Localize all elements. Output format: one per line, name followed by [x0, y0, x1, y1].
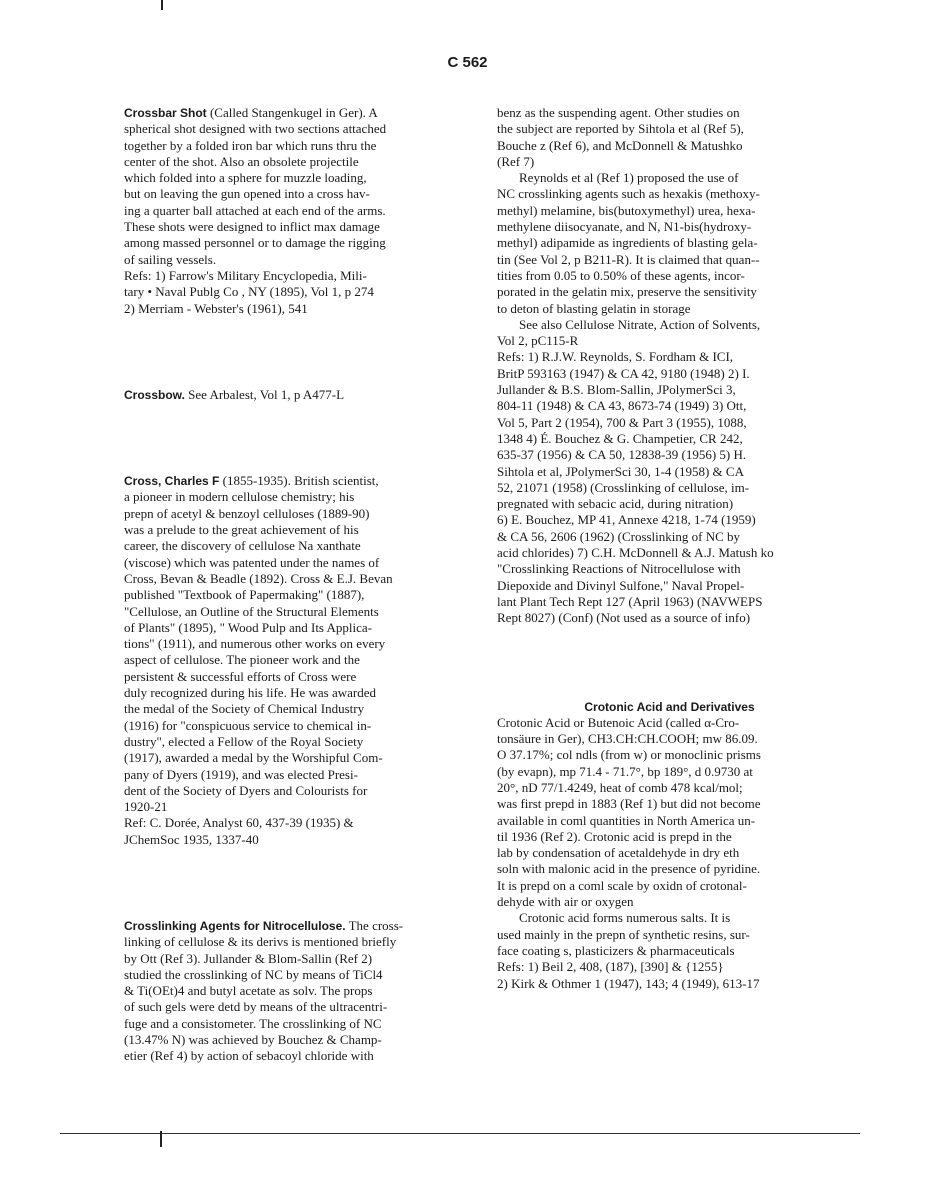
bottom-margin-mark — [160, 1131, 162, 1147]
entry-heading: Crossbow. — [124, 387, 185, 402]
page-number: C 562 — [447, 54, 488, 71]
entry-crosslinking-agents: Crosslinking Agents for Nitrocellulose. The cross- linking of cellulose & its derivs is mentioned briefly by Ott (Ref 3). Jullander & Blom-Sallin (Ref 2) studied the crosslinking of NC by means of TiCl4 & Ti(OEt)4 and butyl acetate as solv. The props of such gels were detd by means of the ultracentri- fuge and a consistometer. The crosslinking of NC (13.47% N) was achieved by Bouchez & Champ- etier (Ref 4) by action of sebacoyl chloride with — [124, 917, 404, 1064]
entry-crotonic-acid: Crotonic Acid and Derivatives Crotonic Acid or Butenoic Acid (called α-Cro- tonsäure in Ger), CH3.CH:CH.COOH; mw 86.09. O 37.17%; col ndls (from w) or monoclinic prisms (by evapn), mp 71.4 - 71.7°, bp 189°, d 0.9730 at 20°, nD 77/1.4249, heat of comb 478 kcal/mol; was first prepd in 1883 (Ref 1) but did not become available in coml quantities in North America un- til 1936 (Ref 2). Crotonic acid is prepd in the lab by condensation of acetaldehyde in dry eth soln with malonic acid in the presence of pyridine. It is prepd on a coml scale by oxidn of crotonal- dehyde with air or oxygen Crotonic acid forms numerous salts. It is used mainly in the prepn of synthetic resins, sur- face coating s, plasticizers & pharmaceuticals Refs: 1) Beil 2, 408, (187), [390] & {1255} 2) Kirk & Othmer 1 (1947), 143; 4 (1949), 613-17 — [497, 699, 842, 992]
entry-heading: Cross, Charles F — [124, 474, 220, 489]
top-margin-mark — [161, 0, 163, 10]
entry-heading: Crosslinking Agents for Nitrocellulose. — [124, 918, 346, 933]
entry-cross-charles: Cross, Charles F (1855-1935). British scientist, a pioneer in modern cellulose chemistry; his prepn of acetyl & benzoyl celluloses (1889-90) was a prelude to the great achievement of his career, the discovery of cellulose Na xanthate (viscose) which was patented under the names of Cross, Bevan & Beadle (1892). Cross & E.J. Bevan published "Textbook of Papermaking" (1887), "Cellulose, an Outline of the Structural Elements of Plants" (1895), " Wood Pulp and Its Applica- tions" (1911), and numerous other works on every aspect of cellulose. The pioneer work and the persistent & successful efforts of Cross were duly recognized during his life. He was awarded the medal of the Society of Chemical Industry (1916) for "conspicuous service to chemical in- dustry", elected a Fellow of the Royal Society (1917), awarded a medal by the Worshipful Com- pany of Dyers (1919), and was elected Presi- dent of the Society of Dyers and Colourists for 1920-21 Ref: C. Dorée, Analyst 60, 437-39 (1935) & JChemSoc 1935, 1337-40 — [124, 473, 393, 847]
entry-crossbar-shot: Crossbar Shot (Called Stangenkugel in Ger). A spherical shot designed with two sections attached together by a folded iron bar which runs thru the center of the shot. Also an obsolete projectile which folded into a sphere for muzzle loading, but on leaving the gun opened into a cross hav- ing a quarter ball attached at each end of the arms. These shots were designed to inflict max damage among massed personnel or to damage the rigging of sailing vessels. Refs: 1) Farrow's Military Encyclopedia, Mili- tary • Naval Publg Co , NY (1895), Vol 1, p 274 2) Merriam - Webster's (1961), 541 — [124, 105, 387, 316]
entry-crossbow: Crossbow. See Arbalest, Vol 1, p A477-L — [124, 386, 345, 402]
right-column — [497, 105, 842, 1028]
bottom-rule — [60, 1133, 860, 1134]
entry-heading: Crossbar Shot — [124, 106, 207, 120]
entry-heading: Crotonic Acid and Derivatives — [584, 699, 755, 714]
left-column — [124, 105, 471, 1101]
entry-crosslinking-continued: benz as the suspending agent. Other studies on the subject are reported by Sihtola et al (Ref 5), Bouche z (Ref 6), and McDonnell & Matushko (Ref 7) Reynolds et al (Ref 1) proposed the use of NC crosslinking agents such as hexakis (methoxy- methyl) melamine, bis(butoxymethyl) urea, hexa- methylene diisocyanate, and N, N1-bis(hydroxy- methyl) adipamide as ingredients of blasting gela- tin (See Vol 2, p B211-R). It is claimed that quan-- tities from 0.05 to 0.50% of these agents, incor- porated in the gelatin mix, preserve the sensitivity to deton of blasting gelatin in storage See also Cellulose Nitrate, Action of Solvents, Vol 2, pC115-R Refs: 1) R.J.W. Reynolds, S. Fordham & ICI, BritP 593163 (1947) & CA 42, 9180 (1948) 2) I. Jullander & B.S. Blom-Sallin, JPolymerSci 3, 804-11 (1948) & CA 43, 8673-74 (1949) 3) Ott, Vol 5, Part 2 (1954), 700 & Part 3 (1955), 1088, 1348 4) É. Bouchez & G. Champetier, CR 242, 635-37 (1956) & CA 50, 12838-39 (1956) 5) H. Sihtola et al, JPolymerSci 30, 1-4 (1958) & CA 52, 21071 (1958) (Crosslinking of cellulose, im- pregnated with sebacic acid, during nitration) 6) E. Bouchez, MP 41, Annexe 4218, 1-74 (1959) & CA 56, 2606 (1962) (Crosslinking of NC by acid chlorides) 7) C.H. McDonnell & A.J. Matush ko "Crosslinking Reactions of Nitrocellulose with Diepoxide and Divinyl Sulfone," Naval Propel- lant Plant Tech Rept 127 (April 1963) (NAVWEPS Rept 8027) (Conf) (Not used as a source of info) — [497, 105, 774, 626]
